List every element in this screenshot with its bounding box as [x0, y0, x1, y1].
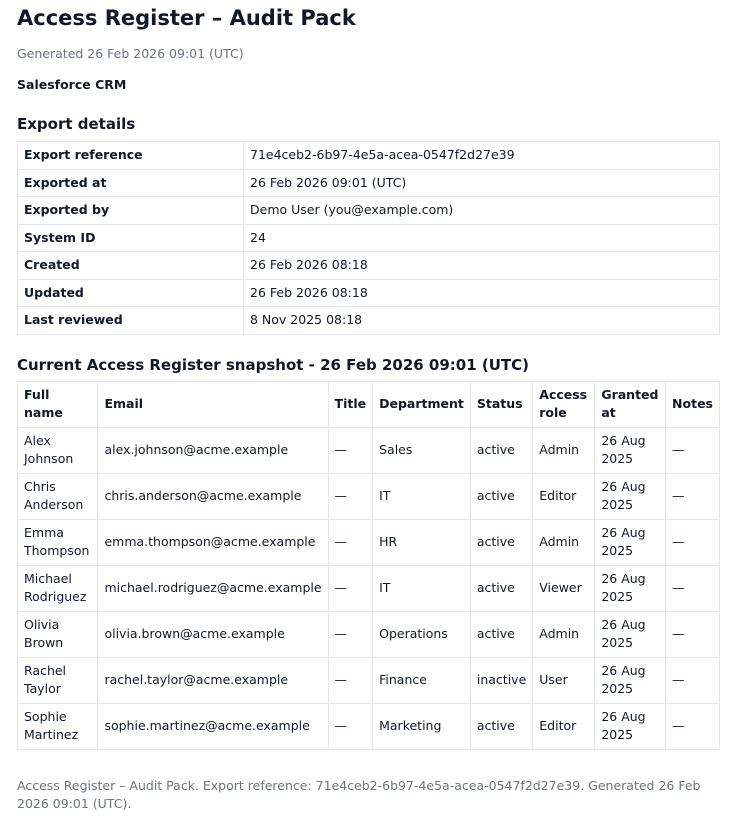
- table-row: [18, 703, 720, 749]
- detail-value: 71e4ceb2-6b97-4e5a-acea-0547f2d27e39: [244, 142, 720, 170]
- cell-status: active: [470, 473, 532, 519]
- cell-full-name: Alex Johnson: [18, 427, 98, 473]
- cell-title: —: [328, 611, 373, 657]
- cell-department: IT: [373, 473, 471, 519]
- column-header-notes: Notes: [666, 381, 720, 427]
- cell-notes: —: [666, 565, 720, 611]
- column-header-full-name: Full name: [18, 381, 98, 427]
- column-header-granted-at: Granted at: [595, 381, 666, 427]
- cell-full-name: Olivia Brown: [18, 611, 98, 657]
- detail-value: Demo User (you@example.com): [244, 197, 720, 225]
- cell-title: —: [328, 565, 373, 611]
- cell-department: Marketing: [373, 703, 471, 749]
- detail-row: [18, 169, 720, 197]
- detail-row: [18, 224, 720, 252]
- cell-granted-at: 26 Aug 2025: [595, 519, 666, 565]
- detail-label: Exported at: [18, 169, 244, 197]
- export-details-table: [17, 141, 720, 335]
- column-header-access-role: Access role: [533, 381, 595, 427]
- detail-value: 8 Nov 2025 08:18: [244, 307, 720, 335]
- detail-label: Last reviewed: [18, 307, 244, 335]
- cell-notes: —: [666, 703, 720, 749]
- table-header-row: [18, 381, 720, 427]
- detail-value: 26 Feb 2026 09:01 (UTC): [244, 169, 720, 197]
- detail-label: Export reference: [18, 142, 244, 170]
- detail-value: 26 Feb 2026 08:18: [244, 279, 720, 307]
- detail-row: [18, 307, 720, 335]
- cell-email: rachel.taylor@acme.example: [98, 657, 328, 703]
- cell-granted-at: 26 Aug 2025: [595, 657, 666, 703]
- cell-status: active: [470, 519, 532, 565]
- cell-email: michael.rodriguez@acme.example: [98, 565, 328, 611]
- register-snapshot-heading: Current Access Register snapshot - 26 Feb 2026 09:01 (UTC): [17, 355, 530, 374]
- table-row: [18, 427, 720, 473]
- column-header-status: Status: [470, 381, 532, 427]
- cell-department: Operations: [373, 611, 471, 657]
- cell-title: —: [328, 657, 373, 703]
- cell-notes: —: [666, 473, 720, 519]
- cell-notes: —: [666, 611, 720, 657]
- cell-status: inactive: [470, 657, 532, 703]
- detail-label: Exported by: [18, 197, 244, 225]
- column-header-department: Department: [373, 381, 471, 427]
- system-name: Salesforce CRM: [17, 77, 127, 92]
- table-row: [18, 657, 720, 703]
- generated-timestamp: Generated 26 Feb 2026 09:01 (UTC): [17, 46, 244, 61]
- cell-full-name: Chris Anderson: [18, 473, 98, 519]
- export-details-heading: Export details: [17, 115, 136, 133]
- cell-access-role: Editor: [533, 473, 595, 519]
- cell-granted-at: 26 Aug 2025: [595, 611, 666, 657]
- cell-access-role: Admin: [533, 427, 595, 473]
- cell-full-name: Michael Rodriguez: [18, 565, 98, 611]
- cell-email: olivia.brown@acme.example: [98, 611, 328, 657]
- detail-label: System ID: [18, 224, 244, 252]
- cell-granted-at: 26 Aug 2025: [595, 703, 666, 749]
- detail-value: 24: [244, 224, 720, 252]
- access-register-table: [17, 381, 720, 750]
- cell-email: sophie.martinez@acme.example: [98, 703, 328, 749]
- detail-label: Updated: [18, 279, 244, 307]
- table-row: [18, 611, 720, 657]
- cell-full-name: Rachel Taylor: [18, 657, 98, 703]
- cell-notes: —: [666, 657, 720, 703]
- cell-access-role: Editor: [533, 703, 595, 749]
- detail-row: [18, 279, 720, 307]
- cell-status: active: [470, 703, 532, 749]
- cell-title: —: [328, 519, 373, 565]
- cell-title: —: [328, 427, 373, 473]
- cell-department: Finance: [373, 657, 471, 703]
- detail-row: [18, 142, 720, 170]
- cell-granted-at: 26 Aug 2025: [595, 427, 666, 473]
- page-footer: Access Register – Audit Pack. Export reference: 71e4ceb2-6b97-4e5a-acea-0547f2d27e39. Generated 26 Feb 2026 09:01 (UTC).: [17, 777, 701, 811]
- column-header-email: Email: [98, 381, 328, 427]
- cell-notes: —: [666, 519, 720, 565]
- column-header-title: Title: [328, 381, 373, 427]
- cell-department: IT: [373, 565, 471, 611]
- cell-status: active: [470, 427, 532, 473]
- detail-label: Created: [18, 252, 244, 280]
- detail-row: [18, 197, 720, 225]
- cell-title: —: [328, 703, 373, 749]
- cell-title: —: [328, 473, 373, 519]
- detail-row: [18, 252, 720, 280]
- cell-department: HR: [373, 519, 471, 565]
- cell-email: emma.thompson@acme.example: [98, 519, 328, 565]
- cell-access-role: Admin: [533, 519, 595, 565]
- table-row: [18, 565, 720, 611]
- cell-email: chris.anderson@acme.example: [98, 473, 328, 519]
- table-row: [18, 519, 720, 565]
- cell-access-role: User: [533, 657, 595, 703]
- cell-email: alex.johnson@acme.example: [98, 427, 328, 473]
- cell-status: active: [470, 611, 532, 657]
- cell-full-name: Emma Thompson: [18, 519, 98, 565]
- page-title: Access Register – Audit Pack: [17, 6, 356, 30]
- cell-granted-at: 26 Aug 2025: [595, 565, 666, 611]
- cell-access-role: Admin: [533, 611, 595, 657]
- cell-access-role: Viewer: [533, 565, 595, 611]
- cell-full-name: Sophie Martinez: [18, 703, 98, 749]
- table-row: [18, 473, 720, 519]
- cell-notes: —: [666, 427, 720, 473]
- cell-status: active: [470, 565, 532, 611]
- detail-value: 26 Feb 2026 08:18: [244, 252, 720, 280]
- cell-granted-at: 26 Aug 2025: [595, 473, 666, 519]
- cell-department: Sales: [373, 427, 471, 473]
